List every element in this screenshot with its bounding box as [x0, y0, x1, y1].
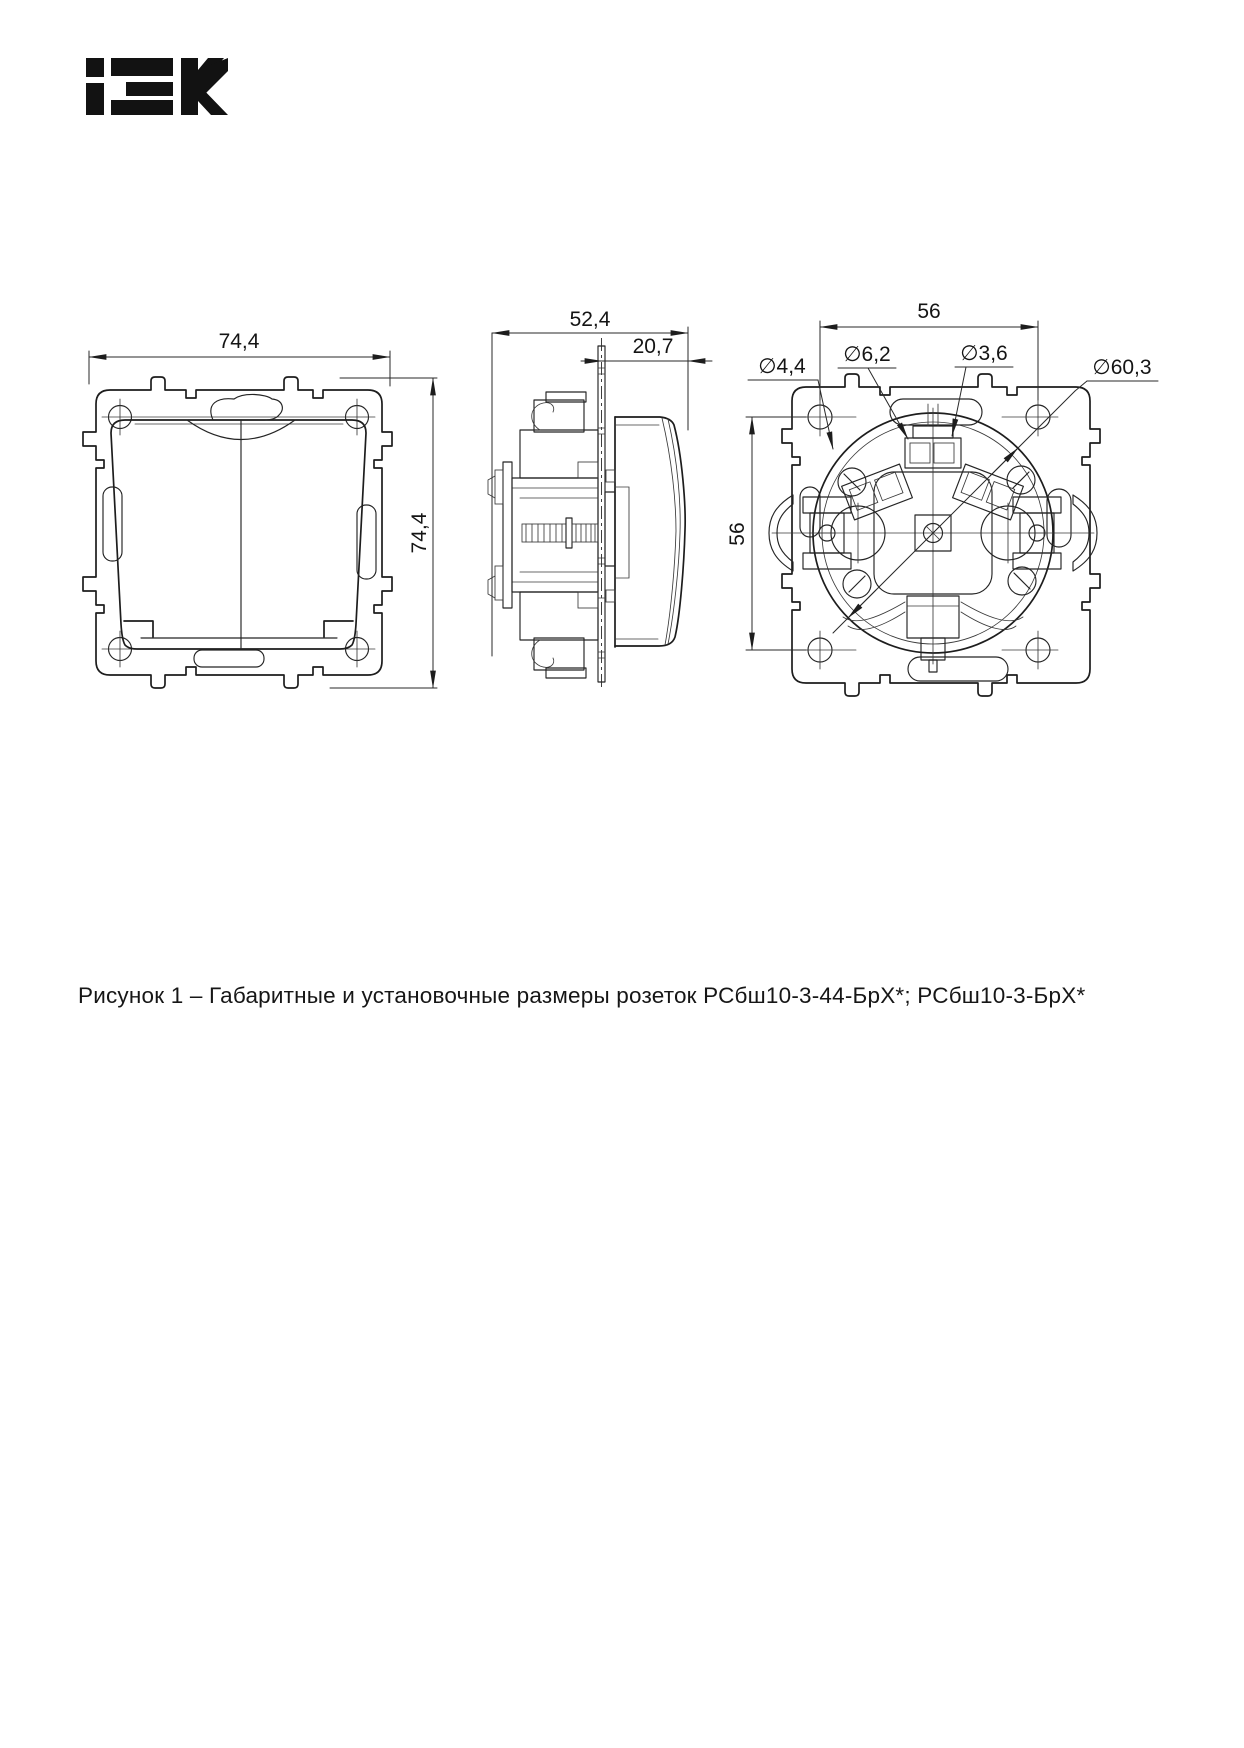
back-hole-spacing-vertical-label: 56	[726, 522, 749, 546]
back-hole-spacing-horizontal-label: 56	[917, 300, 941, 323]
back-dia-mounting-ring-label: ∅60,3	[1092, 356, 1152, 379]
front-left-latch	[103, 487, 122, 561]
side-terminal-screws	[522, 518, 598, 548]
back-dia-plate-hole-label: ∅4,4	[758, 355, 806, 378]
side-protrusion-dimension	[581, 335, 712, 361]
front-width-dimension-label: 74,4	[218, 330, 260, 353]
back-corner-holes	[800, 398, 1058, 669]
side-mechanism	[488, 392, 598, 678]
front-height-dimension	[330, 378, 437, 688]
back-leader-terminal-right	[952, 342, 1013, 436]
back-leader-terminal-left	[838, 343, 908, 439]
side-depth-dimension	[492, 308, 688, 656]
figure-caption: Рисунок 1 – Габаритные и установочные размеры розеток РСбш10-3-44-БрХ*; РСбш10-3-БрХ*	[78, 983, 1086, 1008]
back-top-slot	[890, 399, 982, 425]
side-support-flange	[598, 338, 605, 690]
side-cover-profile	[605, 417, 685, 647]
back-dia-terminal-right-label: ∅3,6	[960, 342, 1008, 365]
side-depth-dimension-label: 52,4	[569, 308, 611, 331]
back-right-slot	[1047, 489, 1071, 547]
front-view	[83, 330, 437, 688]
side-protrusion-dimension-label: 20,7	[632, 335, 674, 358]
back-view	[726, 300, 1158, 696]
back-leader-mounting-ring	[833, 356, 1158, 633]
side-view	[488, 308, 712, 690]
front-bottom-notch	[194, 650, 264, 667]
back-dia-terminal-left-label: ∅6,2	[843, 343, 891, 366]
back-hole-spacing-vertical	[726, 417, 806, 650]
front-height-dimension-label: 74,4	[408, 512, 431, 554]
back-bottom-slot	[908, 657, 1008, 681]
front-lid-handle	[211, 394, 282, 420]
front-cover	[103, 394, 376, 667]
